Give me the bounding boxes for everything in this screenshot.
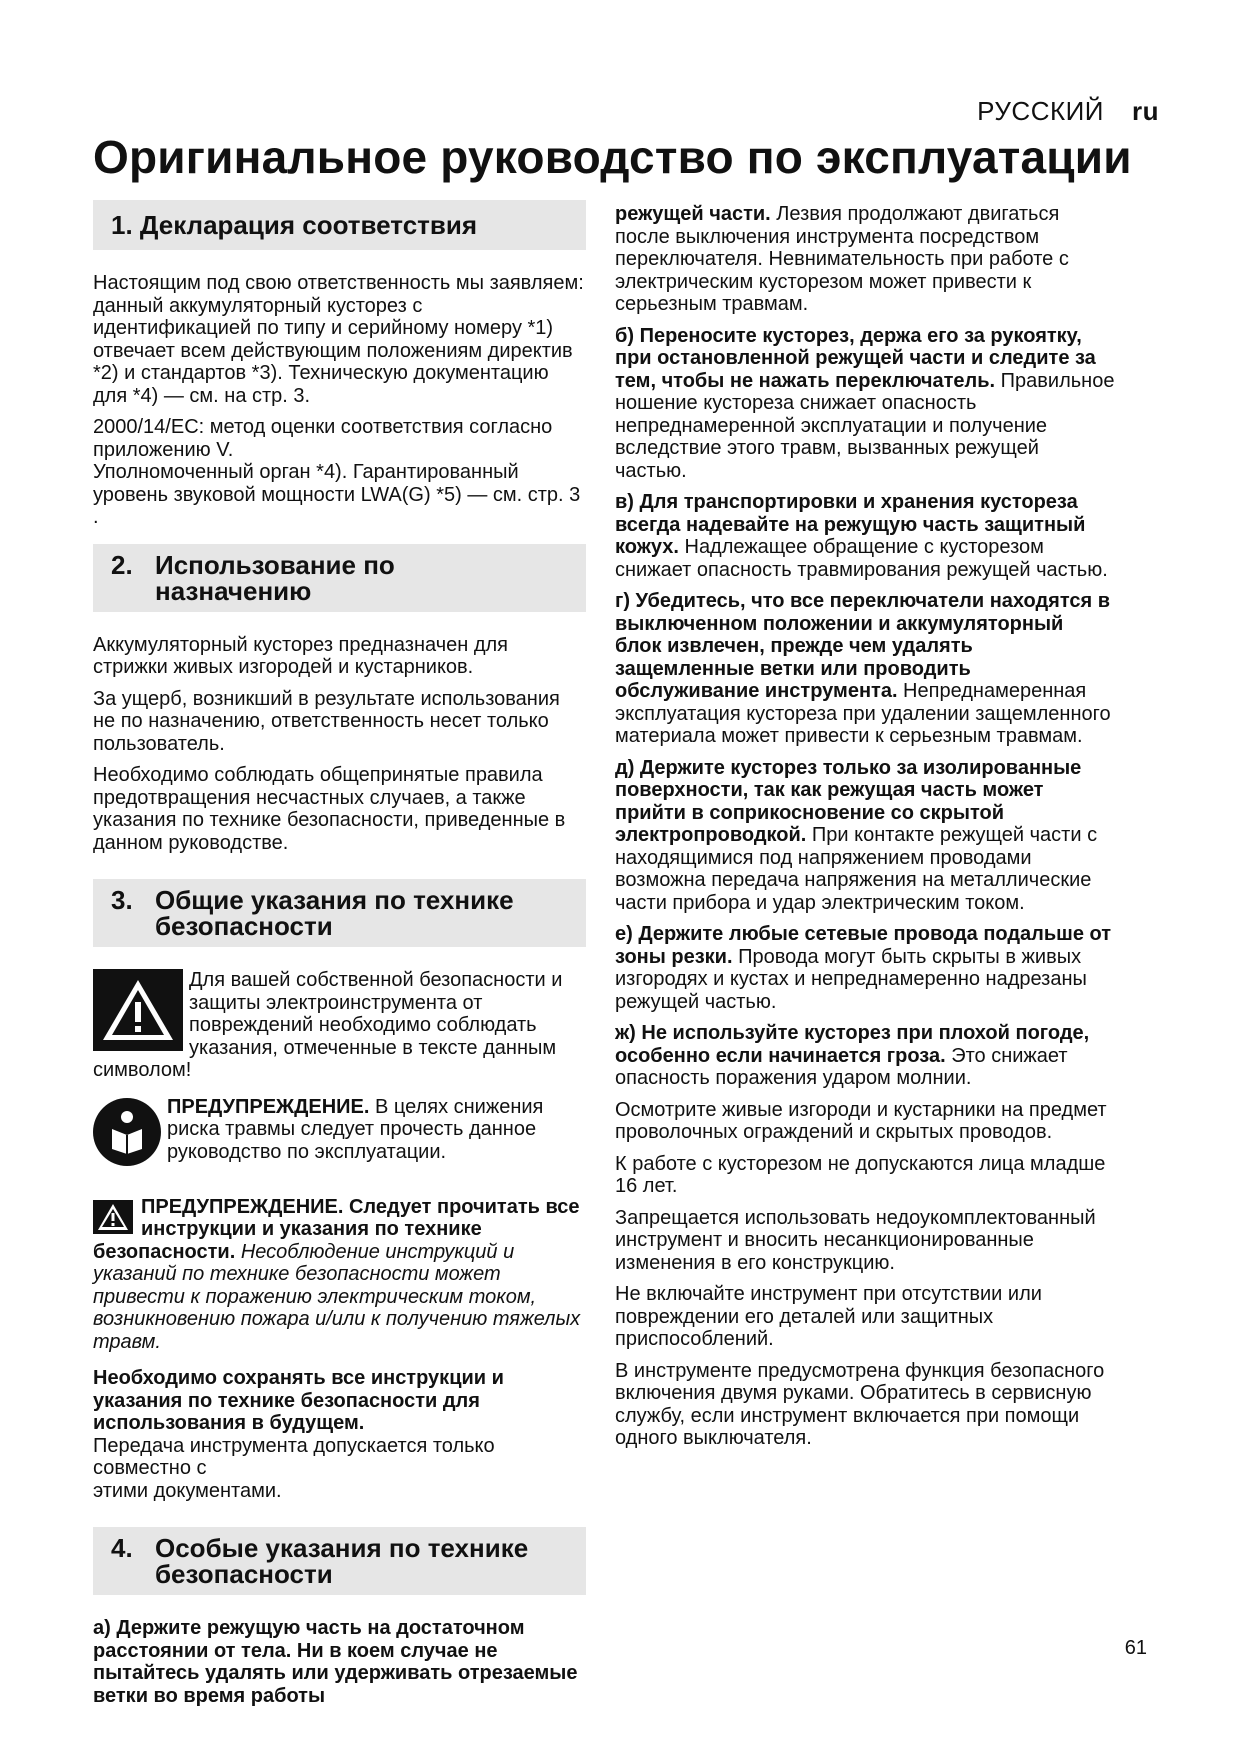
section-3-title-line1: Общие указания по технике [155,885,514,915]
rule-b-bold: б) Переносите кусторез, держа его за рукоятку, при остановленной режущей части и следите за тем, чтобы не нажать переключатель. [615,324,1096,392]
section-3-title-line2: безопасности [155,911,333,941]
rule-a-continued [615,203,1115,316]
warning-1-text: В целях снижения риска травмы следует прочесть данное руководство по эксплуатации. [167,1095,544,1163]
page-title: Оригинальное руководство по эксплуатации [93,131,1132,183]
section-2-title-line2: назначению [155,575,312,606]
intended-use-paragraph: Аккумуляторный кусторез предназначен для стрижки живых изгородей и кустарников. [93,633,509,678]
section-4-title-line1: Особые указания по технике [155,1533,529,1563]
section-2-heading [93,544,586,612]
rule-e-text: При контакте режущей части с находящимися под напряжением проводами возможна передача напряжения на металлические части прибора и удар электрическим током. [615,824,1098,914]
rule-b-text: Правильное ношение кустореза снижает опасность непреднамеренной эксплуатации и получение вследствие этого травм, вызванных режущей частью. [615,369,1115,482]
keep-instructions-label: Необходимо сохранять все инструкции и указания по технике безопасности для использования в будущем. [93,1367,504,1434]
rule-b [615,325,1115,483]
rule-a-bold: а) Держите режущую часть на достаточном расстоянии от тела. Ни в коем случае не пытайтесь удалять или удерживать отрезаемые ветки во время работы [93,1617,578,1707]
rule-d [615,590,1115,748]
warning-1-label: ПРЕДУПРЕЖДЕНИЕ. [167,1095,370,1118]
rule-c-bold: в) Для транспортировки и хранения кустореза всегда надевайте на режущую часть защитный кожух. [615,491,1086,558]
rule-c [615,491,1115,581]
accident-rules-paragraph: Необходимо соблюдать общепринятые правила предотвращения несчастных случаев, а также указания по технике безопасности, приведенные в данном руководстве. [93,764,566,854]
section-4-heading [93,1527,586,1595]
notified-body-paragraph: Уполномоченный орган *4). Гарантированный уровень звуковой мощности LWA(G) *5) — см. стр. 3 . [93,461,581,528]
general-safety-warning [93,1196,586,1354]
read-manual-icon [93,1098,161,1166]
handover-text-1: Передача инструмента допускается только совместно с [93,1434,495,1479]
rule-f [615,923,1115,1013]
warning-2-italic: Несоблюдение инструкций и указаний по технике безопасности может привести к поражению электрическим током, возникновению пожара и/или к получению тяжелых травм. [93,1240,581,1353]
rule-e-bold: д) Держите кусторез только за изолированные поверхности, так как режущая часть может прийти в соприкосновение со скрытой электропроводкой. [615,756,1082,846]
rule-a-continued-bold: режущей части. [615,203,771,225]
rule-f-bold: е) Держите любые сетевые провода подальше от зоны резки. [615,923,1112,968]
symbol-explanation [93,969,586,1082]
rule-c-text: Надлежащее обращение с кусторезом снижает опасность травмирования режущей частью. [615,536,1108,581]
language-code: ru [1132,96,1159,126]
warning-2-bold: ПРЕДУПРЕЖДЕНИЕ. Следует прочитать все инструкции и указания по технике безопасности. [93,1195,580,1263]
keep-instructions-bold [93,1367,586,1435]
section-1-number: 1. [111,210,133,240]
directive-paragraph: 2000/14/ЕС: метод оценки соответствия согласно приложению V. [93,416,553,461]
section-2-title-line1: Использование по [155,549,395,580]
section-4-number: 4. [111,1533,133,1563]
age-restriction-paragraph: К работе с кусторезом не допускаются лица младше 16 лет. [615,1152,1106,1197]
language-label: РУССКИЙ [977,96,1104,126]
handover-text-2: этими документами. [93,1479,282,1502]
missing-parts-paragraph: Не включайте инструмент при отсутствии или повреждении его деталей или защитных приспособлений. [615,1283,1042,1350]
language-header [977,96,1159,127]
rule-a-continued-text: Лезвия продолжают двигаться после выключения инструмента посредством переключателя. Невнимательность при работе с электрическим кусторезом может привести к серьезным травмам. [615,203,1069,315]
section-1-heading [93,200,586,250]
rule-f-text: Провода могут быть скрыты в живых изгородях и кустах и непреднамеренно надрезаны режущей частью. [615,945,1087,1013]
section-2-number: 2. [111,549,133,580]
two-hand-safety-paragraph: В инструменте предусмотрена функция безопасного включения двумя руками. Обратитесь в сервисную службу, если инструмент включается при помощи одного выключателя. [615,1359,1105,1449]
declaration-paragraph: Настоящим под свою ответственность мы заявляем: данный аккумуляторный кусторез с идентификацией по типу и серийному номеру *1) отвечает всем действующим положениям директив *2) и стандартов *3). Техническую документацию для *4) — см. на стр. 3. [93,272,584,407]
right-column [615,203,1115,1459]
section-3-number: 3. [111,885,133,915]
rule-g [615,1022,1115,1090]
liability-paragraph: За ущерб, возникший в результате использования не по назначению, ответственность несет только пользователь. [93,687,560,755]
section-1-title: Декларация соответствия [139,210,478,240]
read-manual-warning [93,1096,586,1166]
rule-d-bold: г) Убедитесь, что все переключатели находятся в выключенном положении и аккумуляторный блок извлечен, прежде чем удалять защемленные ветки или проводить обслуживание инструмента. [615,590,1111,702]
left-column [93,200,586,1716]
incomplete-tool-paragraph: Запрещается использовать недоукомплектованный инструмент и вносить несанкционированные изменения в его конструкцию. [615,1206,1096,1274]
page-number: 61 [1124,1637,1147,1659]
inspect-hedges-paragraph: Осмотрите живые изгороди и кустарники на предмет проволочных ограждений и скрытых проводов. [615,1098,1107,1143]
warning-triangle-icon [93,969,183,1051]
symbol-explanation-text: Для вашей собственной безопасности и защиты электроинструмента от повреждений необходимо соблюдать указания, отмеченные в тексте данным символом! [93,969,563,1081]
section-4-title-line2: безопасности [155,1559,333,1589]
section-3-heading [93,879,586,947]
rule-d-text: Непреднамеренная эксплуатация кустореза при удалении защемленного материала может привести к серьезным травмам. [615,680,1111,747]
rule-g-text: Это снижает опасность поражения ударом молнии. [615,1044,1068,1089]
warning-triangle-small-icon [93,1200,133,1234]
rule-g-bold: ж) Не используйте кусторез при плохой погоде, особенно если начинается гроза. [615,1022,1090,1067]
rule-e [615,757,1115,915]
